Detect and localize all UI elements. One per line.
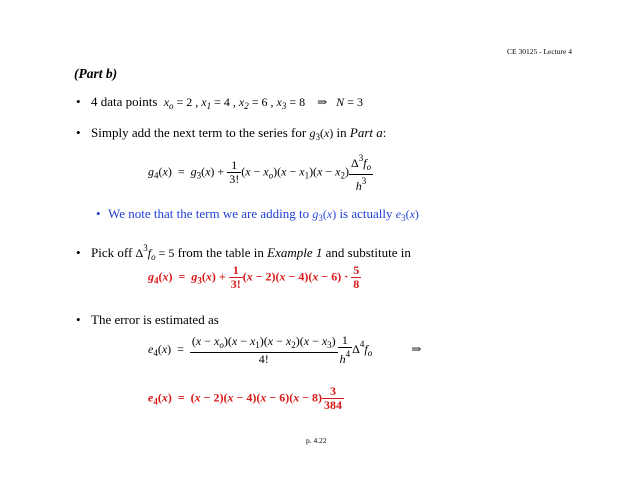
bullet-data-points: • 4 data points $x_o = 2$ , $x_1 = 4$ , $x_2 = 6$ , $x_3 = 8$ ⇒ N = 3 (76, 94, 363, 111)
bullet-pick-off-mid: from the table in (177, 245, 264, 260)
bullet-error: • The error is estimated as (76, 312, 219, 327)
delta3-value: $\Delta^3f_o = 5$ (135, 243, 175, 262)
bullet-pick-off-pre: Pick off (91, 245, 133, 260)
page-number: p. 4.22 (306, 436, 327, 445)
part-a-reference: Part a (349, 125, 383, 140)
equation-e4-substituted: $e_4(x) = (x - 2)(x - 4)(x - 6)(x - 8)$ $\frac{3}{384}$ (148, 384, 343, 412)
note-mid: is actually (339, 206, 393, 221)
data-points-equation: $x_o = 2$ , $x_1 = 4$ , $x_2 = 6$ , $x_3 = 8$ ⇒ N = 3 (163, 95, 363, 111)
note-pre: We note that the term we are adding to (108, 206, 310, 221)
example-1-reference: Example 1 (267, 245, 323, 260)
equation-e4: $e_4(x)$ = $\frac{(x - x_o)(x - x_1)(x - x_2)(x - x_3)}{4!}$ $\frac{1}{h^4}$ $\Delta^4f_o$ ⇒ (148, 333, 422, 366)
section-title: (Part b) (74, 66, 118, 81)
bullet-error-text: The error is estimated as (91, 312, 219, 327)
bullet-add-term-mid: in (336, 125, 347, 140)
equation-g4-substituted: $g_4(x) = g_3(x)$ + $\frac{1}{3!}$ (x − 2)(x − 4)(x − 6) · $\frac{5}{8}$ (148, 263, 360, 291)
bullet-data-points-text: 4 data points (91, 94, 158, 109)
bullet-add-term: • Simply add the next term to the series for $g_3(x)$ in Part a: (76, 125, 387, 142)
bullet-pick-off-post: and substitute in (325, 245, 411, 260)
bullet-add-term-pre: Simply add the next term to the series for (91, 125, 307, 140)
note-e3: • We note that the term we are adding to $g_3(x)$ is actually $e_3(x)$ (96, 206, 419, 223)
equation-g4: $g_4(x) = g_3(x)$ + $\frac{1}{3!}$ $(x - x_o)(x - x_1)(x - x_2)$ $\frac{\Delta^3f_o}{h^3}$ (148, 153, 372, 193)
lecture-header: CE 30125 - Lecture 4 (507, 47, 572, 56)
bullet-pick-off: • Pick off $\Delta^3f_o = 5$ from the table in Example 1 and substitute in (76, 243, 411, 262)
